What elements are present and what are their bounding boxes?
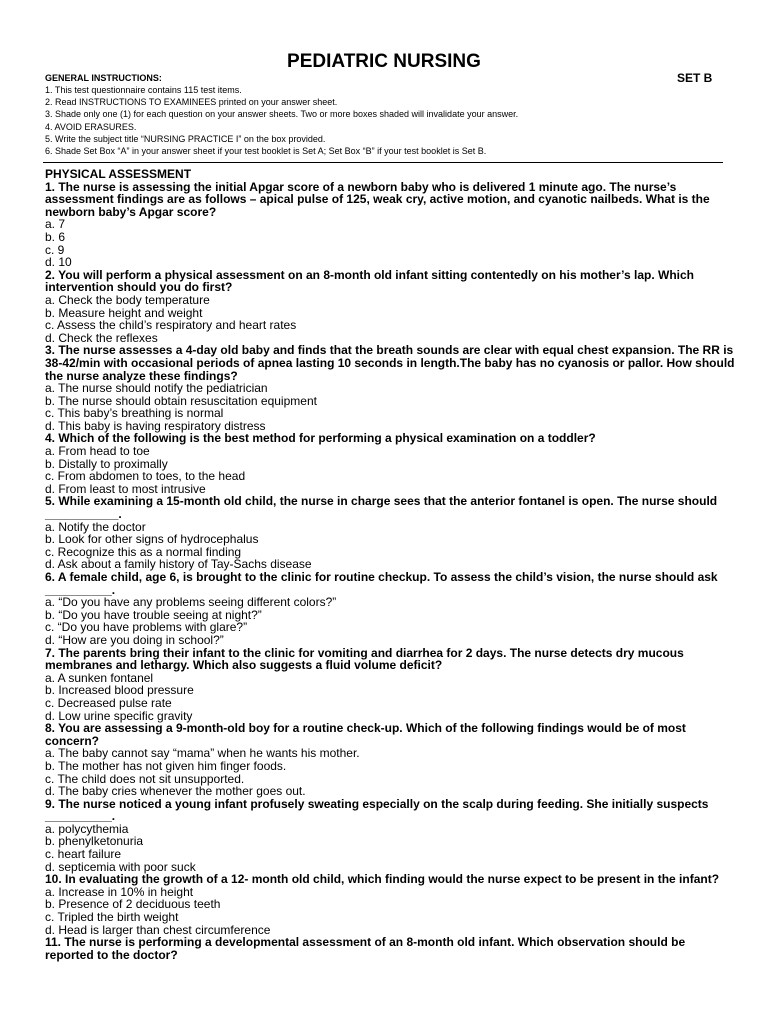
document-title: PEDIATRIC NURSING bbox=[287, 51, 481, 72]
answer-option-a: a. 7 bbox=[45, 217, 66, 232]
question-stem: 11. The nurse is performing a developmental assessment of an 8-month old infant. Which observation should be reported to the doctor? bbox=[45, 935, 686, 962]
answer-option-c: c. “Do you have problems with glare?” bbox=[45, 620, 248, 635]
answer-option-d: d. “How are you doing in school?” bbox=[45, 632, 224, 647]
answer-option-a: a. The nurse should notify the pediatrician bbox=[45, 381, 268, 396]
answer-options bbox=[45, 382, 735, 432]
answer-option-d: d. 10 bbox=[45, 255, 72, 270]
answer-options bbox=[45, 294, 735, 344]
answer-options bbox=[45, 886, 735, 936]
answer-option-c: c. 9 bbox=[45, 242, 65, 257]
answer-option-b: b. Measure height and weight bbox=[45, 305, 203, 320]
answer-option-c: c. Decreased pulse rate bbox=[45, 695, 172, 710]
question-11 bbox=[45, 936, 735, 961]
instruction-item: 2. Read INSTRUCTIONS TO EXAMINEES printed on your answer sheet. bbox=[45, 97, 338, 108]
instruction-item: 4. AVOID ERASURES. bbox=[45, 121, 137, 132]
answer-option-b: b. 6 bbox=[45, 229, 66, 244]
answer-option-c: c. Tripled the birth weight bbox=[45, 910, 179, 925]
question-4 bbox=[45, 432, 735, 495]
answer-option-a: a. polycythemia bbox=[45, 821, 129, 836]
answer-option-a: a. “Do you have any problems seeing different colors?” bbox=[45, 595, 337, 610]
answer-option-b: b. Distally to proximally bbox=[45, 456, 168, 471]
answer-option-b: b. Increased blood pressure bbox=[45, 683, 194, 698]
question-stem: 5. While examining a 15-month old child, the nurse in charge sees that the anterior fontanel is open. The nurse should ___________. bbox=[45, 494, 718, 522]
question-stem: 8. You are assessing a 9-month-old boy for a routine check-up. Which of the following findings would be of most concern? bbox=[45, 721, 686, 748]
divider bbox=[43, 162, 723, 163]
question-stem: 2. You will perform a physical assessment on an 8-month old infant sitting contentedly on his mother’s lap. Which intervention should you do first? bbox=[45, 267, 694, 295]
answer-options bbox=[45, 747, 735, 797]
question-stem: 4. Which of the following is the best method for performing a physical examination on a toddler? bbox=[45, 431, 596, 446]
question-9 bbox=[45, 798, 735, 874]
question-2 bbox=[45, 269, 735, 345]
question-stem: 10. In evaluating the growth of a 12- month old child, which finding would the nurse expect to be present in the infant? bbox=[45, 872, 720, 887]
answer-options bbox=[45, 218, 735, 268]
answer-option-a: a. Increase in 10% in height bbox=[45, 884, 194, 899]
answer-option-d: d. Ask about a family history of Tay-Sachs disease bbox=[45, 557, 312, 572]
answer-option-a: a. Check the body temperature bbox=[45, 292, 210, 307]
answer-option-c: c. heart failure bbox=[45, 847, 122, 862]
answer-option-c: c. Assess the child’s respiratory and heart rates bbox=[45, 318, 297, 333]
answer-option-a: a. A sunken fontanel bbox=[45, 670, 154, 685]
general-instructions-label: GENERAL INSTRUCTIONS: bbox=[45, 73, 162, 83]
answer-option-c: c. From abdomen to toes, to the head bbox=[45, 469, 246, 484]
question-10 bbox=[45, 873, 735, 936]
section-title: PHYSICAL ASSESSMENT bbox=[45, 167, 192, 181]
answer-options bbox=[45, 521, 735, 571]
answer-option-d: d. Head is larger than chest circumference bbox=[45, 922, 271, 937]
answer-option-b: b. The nurse should obtain resuscitation equipment bbox=[45, 393, 317, 408]
question-stem: 1. The nurse is assessing the initial Apgar score of a newborn baby who is delivered 1 minute ago. The nurse’s assessment findings are as follows – apical pulse of 125, weak cry, active motion, and cyanotic nailbeds. What is the newborn baby’s Apgar score? bbox=[45, 179, 710, 219]
answer-option-a: a. The baby cannot say “mama” when he wants his mother. bbox=[45, 746, 360, 761]
answer-option-d: d. septicemia with poor suck bbox=[45, 859, 196, 874]
answer-option-b: b. “Do you have trouble seeing at night?” bbox=[45, 607, 262, 622]
answer-option-d: d. This baby is having respiratory distress bbox=[45, 418, 266, 433]
answer-option-a: a. Notify the doctor bbox=[45, 519, 146, 534]
question-7 bbox=[45, 647, 735, 723]
question-stem: 6. A female child, age 6, is brought to the clinic for routine checkup. To assess the child’s vision, the nurse should ask __________. bbox=[45, 570, 718, 597]
question-stem: 9. The nurse noticed a young infant profusely sweating especially on the scalp during feeding. She initially suspects __________. bbox=[45, 796, 709, 824]
answer-option-a: a. From head to toe bbox=[45, 444, 150, 459]
answer-option-d: d. The baby cries whenever the mother goes out. bbox=[45, 784, 306, 799]
question-5 bbox=[45, 495, 735, 571]
instructions-list bbox=[45, 84, 735, 157]
answer-option-d: d. From least to most intrusive bbox=[45, 481, 206, 496]
answer-option-b: b. Presence of 2 deciduous teeth bbox=[45, 897, 221, 912]
answer-option-d: d. Check the reflexes bbox=[45, 330, 158, 345]
answer-option-d: d. Low urine specific gravity bbox=[45, 708, 193, 723]
answer-option-b: b. The mother has not given him finger foods. bbox=[45, 758, 287, 773]
question-1 bbox=[45, 181, 735, 269]
answer-option-c: c. This baby’s breathing is normal bbox=[45, 406, 224, 421]
instruction-item: 6. Shade Set Box “A” in your answer sheet if your test booklet is Set A; Set Box “B” if your test booklet is Set B. bbox=[45, 146, 487, 157]
questions-section bbox=[45, 168, 735, 961]
question-3 bbox=[45, 344, 735, 432]
instruction-item: 3. Shade only one (1) for each question on your answer sheets. Two or more boxes shaded will invalidate your answer. bbox=[45, 109, 519, 120]
question-6 bbox=[45, 571, 735, 647]
question-8 bbox=[45, 722, 735, 798]
answer-options bbox=[45, 672, 735, 722]
answer-options bbox=[45, 823, 735, 873]
answer-option-c: c. Recognize this as a normal finding bbox=[45, 544, 242, 559]
answer-options bbox=[45, 596, 735, 646]
answer-option-b: b. Look for other signs of hydrocephalus bbox=[45, 532, 259, 547]
question-stem: 3. The nurse assesses a 4-day old baby and finds that the breath sounds are clear with equal chest expansion. The RR is 38-42/min with occasional periods of apnea lasting 10 seconds in length.The baby has no cyanosis or pallor. How should the nurse analyze these findings? bbox=[45, 343, 735, 383]
question-stem: 7. The parents bring their infant to the clinic for vomiting and diarrhea for 2 days. The nurse detects dry mucous membranes and lethargy. Which also suggests a fluid volume deficit? bbox=[45, 645, 684, 673]
answer-option-c: c. The child does not sit unsupported. bbox=[45, 771, 245, 786]
question-list bbox=[45, 181, 735, 962]
instruction-item: 1. This test questionnaire contains 115 test items. bbox=[45, 85, 242, 95]
instruction-item: 5. Write the subject title “NURSING PRACTICE I” on the box provided. bbox=[45, 133, 326, 144]
set-label: SET B bbox=[677, 71, 713, 85]
answer-option-b: b. phenylketonuria bbox=[45, 834, 144, 849]
answer-options bbox=[45, 445, 735, 495]
